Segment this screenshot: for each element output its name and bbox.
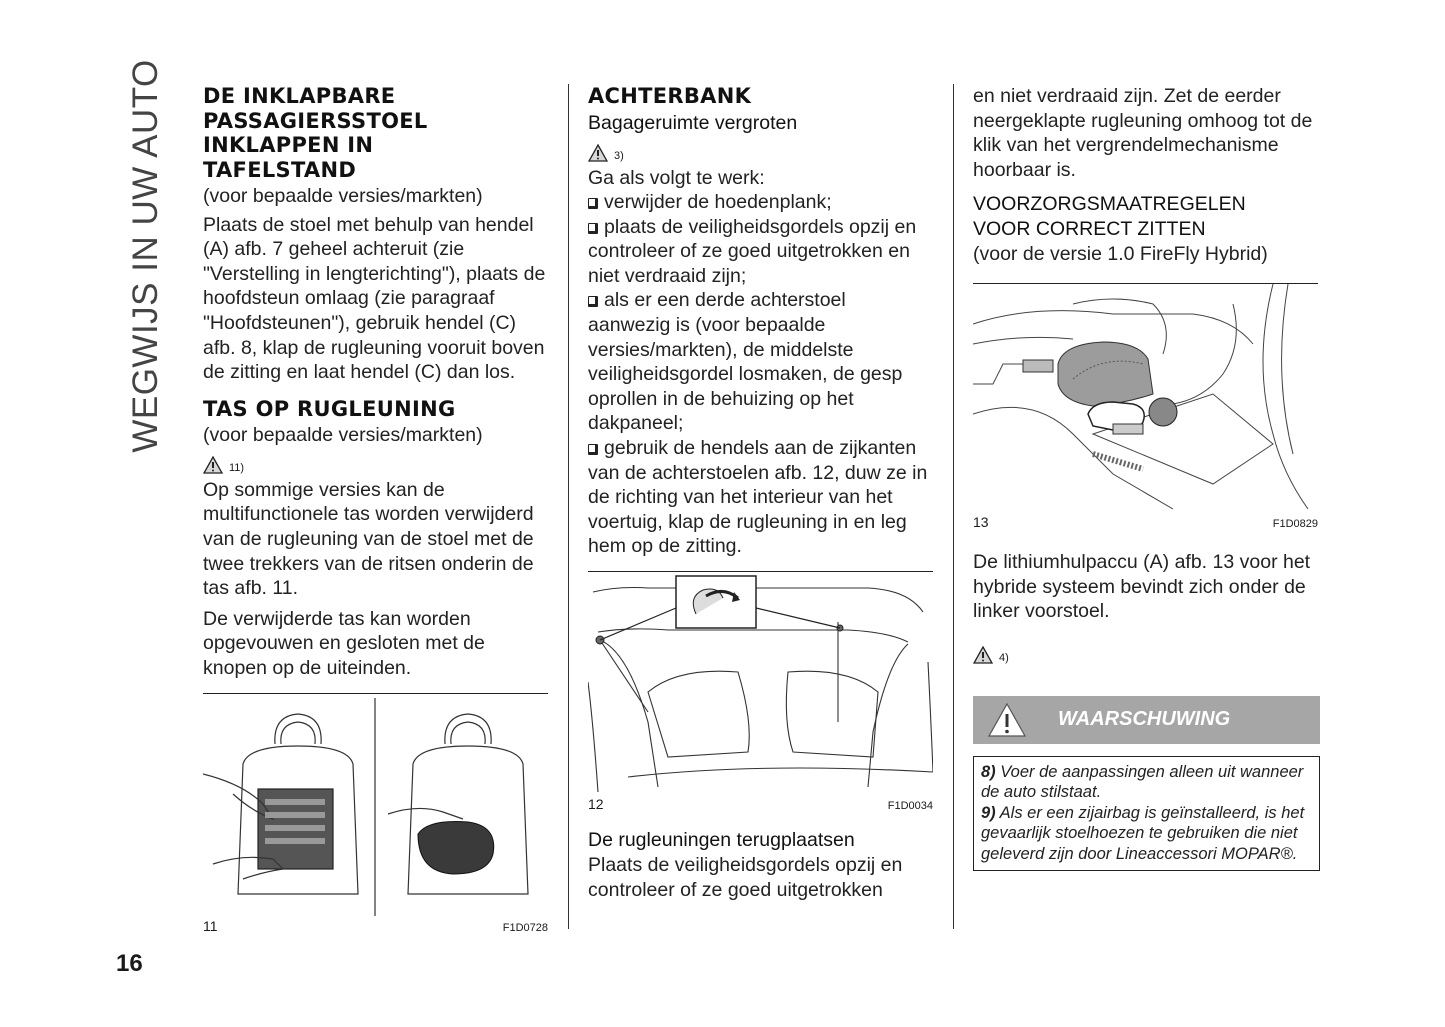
- figure-13: [973, 283, 1318, 530]
- figure-number: 12: [588, 796, 604, 812]
- seat-bag-illustration: [203, 694, 548, 916]
- column-1: [203, 84, 548, 934]
- paragraph: De verwijderde tas kan worden opgevouwen en gesloten met de knopen op de uiteinden.: [203, 607, 485, 679]
- page-number: 16: [116, 950, 143, 977]
- figure-number: 11: [203, 917, 218, 934]
- column-divider: [953, 84, 954, 929]
- list-item: plaats de veiligheidsgordels opzij en controleer of ze goed uitgetrokken en niet verdraaid zijn;: [588, 215, 917, 287]
- checkbox-bullet-icon: [588, 198, 598, 209]
- paragraph: Op sommige versies kan de multifunctionele tas worden verwijderd van de rugleuning van de stoel met de twee trekkers van de ritsen onderin de tas afb. 11.: [203, 478, 534, 600]
- warning-triangle-icon: [203, 456, 223, 474]
- versions-note: (voor bepaalde versies/markten): [203, 424, 483, 447]
- paragraph: Plaats de veiligheidsgordels opzij en controleer of ze goed uitgetrokken: [588, 854, 903, 901]
- list-item: als er een derde achterstoel aanwezig is (voor bepaalde versies/markten), de middelste veiligheidsgordel losmaken, de gesp oprollen in de behuizing op het dakpaneel;: [588, 289, 903, 435]
- subheading: De rugleuningen terugplaatsen: [588, 829, 855, 851]
- figure-number: 13: [973, 513, 989, 530]
- chapter-title-text: WEGWIJS IN UW AUTO: [126, 58, 165, 453]
- warning-title: WAARSCHUWING: [1058, 708, 1231, 731]
- intro-text: Ga als volgt te werk:: [588, 166, 765, 189]
- paragraph: Plaats de stoel met behulp van hendel (A) afb. 7 geheel achteruit (zie "Verstelling in lengterichting"), plaats de hoofdsteun omlaag (zie paragraaf "Hoofdsteunen"), gebruik hendel (C) afb. 8, klap de rugleuning vooruit boven de zitting en laat hendel (C) dan los.: [203, 213, 546, 384]
- battery-illustration: [973, 284, 1318, 512]
- checkbox-bullet-icon: [588, 444, 598, 455]
- warning-reference: 4): [973, 642, 1318, 664]
- warning-reference: 3): [588, 140, 933, 162]
- warning-notes: [973, 756, 1320, 872]
- subheading: Bagageruimte vergroten: [588, 111, 798, 134]
- note-item: 8) Voer de aanpassingen alleen uit wanneer de auto stilstaat.: [981, 762, 1304, 802]
- figure-code: F1D0034: [887, 800, 933, 812]
- warning-triangle-icon: [987, 702, 1027, 738]
- column-3: [973, 84, 1318, 871]
- checkbox-bullet-icon: [588, 223, 598, 234]
- rear-seat-illustration: [588, 572, 933, 794]
- figure-12: [588, 571, 933, 812]
- warning-triangle-icon: [973, 646, 993, 664]
- column-2: [588, 84, 933, 902]
- paragraph: en niet verdraaid zijn. Zet de eerder neergeklapte rugleuning omhoog tot de klik van het vergrendelmechanisme hoorbaar is.: [973, 85, 1313, 181]
- list-item: gebruik de hendels aan de zijkanten van de achterstoelen afb. 12, duw ze in de richting van het interieur van het voertuig, klap de rugleuning in en leg hem op de zitting.: [588, 437, 928, 558]
- note-item: 9) Als er een zijairbag is geïnstalleerd, is het gevaarlijk stoelhoezen te gebruiken die niet geleverd zijn door Lineaccessori MOPAR®.: [981, 803, 1305, 863]
- section-heading-inklapbare: DE INKLAPBARE PASSAGIERSSTOEL INKLAPPEN IN TAFELSTAND: [203, 84, 428, 182]
- section-heading-tas: TAS OP RUGLEUNING: [203, 396, 456, 421]
- warning-triangle-icon: [588, 144, 608, 162]
- checkbox-bullet-icon: [588, 296, 598, 307]
- section-heading-voorzorg: VOORZORGSMAATREGELEN VOOR CORRECT ZITTEN: [973, 193, 1246, 241]
- chapter-title: [126, 58, 166, 453]
- versions-note: (voor de versie 1.0 FireFly Hybrid): [973, 243, 1268, 266]
- list-item: verwijder de hoedenplank;: [588, 190, 933, 215]
- warning-reference: 11): [203, 452, 548, 474]
- figure-code: F1D0728: [502, 921, 548, 934]
- column-divider: [568, 84, 569, 929]
- figure-code: F1D0829: [1272, 517, 1318, 530]
- figure-11: [203, 693, 548, 934]
- versions-note: (voor bepaalde versies/markten): [203, 185, 483, 207]
- section-heading-achterbank: ACHTERBANK: [588, 84, 752, 108]
- paragraph: De lithiumhulpaccu (A) afb. 13 voor het hybride systeem bevindt zich onder de linker voorstoel.: [973, 550, 1311, 623]
- warning-banner: [973, 696, 1320, 744]
